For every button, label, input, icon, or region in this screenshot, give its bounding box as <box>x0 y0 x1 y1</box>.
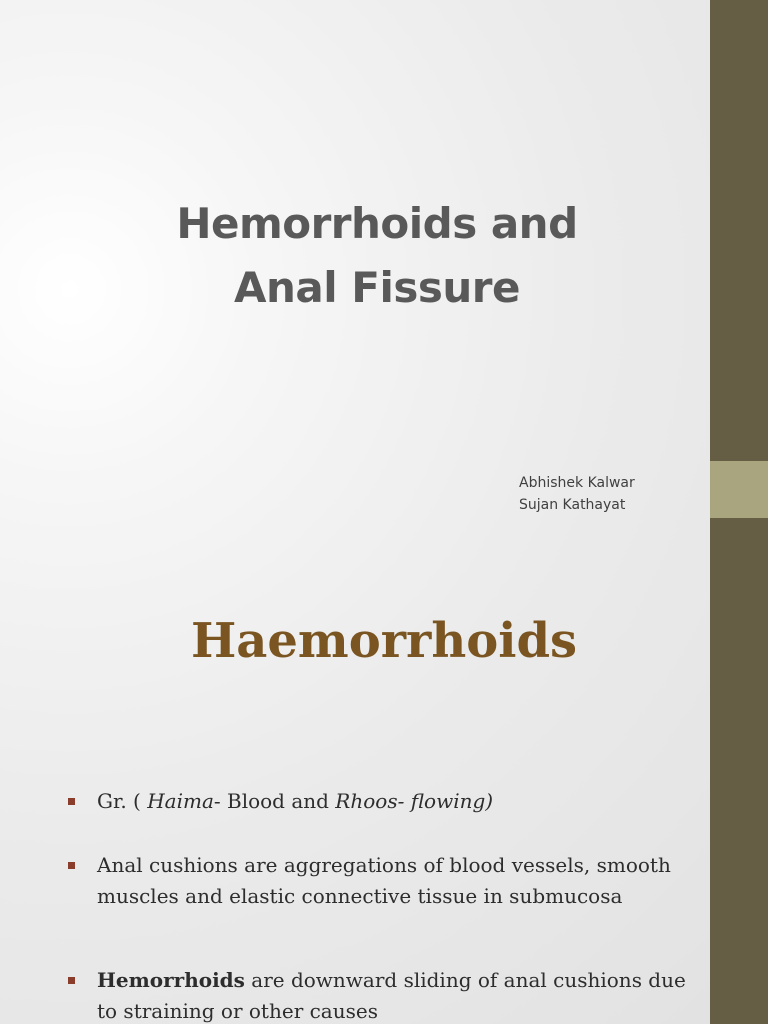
slide-title-line2: Anal Fissure <box>234 263 520 312</box>
bullet-marker-icon <box>68 798 75 805</box>
bullet-text: are downward sliding of anal cushions due to straining or other causes <box>97 968 686 1023</box>
bullet-text-italic: - flowing) <box>397 789 494 813</box>
bullet-marker-icon <box>68 977 75 984</box>
bullet-text: Gr. ( <box>97 789 148 813</box>
bullet-text: - Blood and <box>213 789 336 813</box>
bullet-text-italic: Haima <box>147 789 214 813</box>
bullet-marker-icon <box>68 862 75 869</box>
bullet-text-bold: Hemorrhoids <box>97 968 245 992</box>
bullet-text-italic: Rhoos <box>335 789 398 813</box>
author-name: Abhishek Kalwar <box>519 475 635 491</box>
slide-title-line1: Hemorrhoids and <box>176 199 578 248</box>
section-heading: Haemorrhoids <box>190 613 578 669</box>
bullet-item <box>97 786 707 817</box>
slide-title <box>0 192 754 320</box>
author-name: Sujan Kathayat <box>519 497 626 513</box>
bullet-text: Anal cushions are aggregations of blood vessels, smooth muscles and elastic connective tissue in submucosa <box>97 853 671 908</box>
bullet-item <box>97 965 707 1024</box>
side-bar-accent <box>710 461 768 518</box>
authors <box>519 472 635 516</box>
bullet-item <box>97 850 707 912</box>
